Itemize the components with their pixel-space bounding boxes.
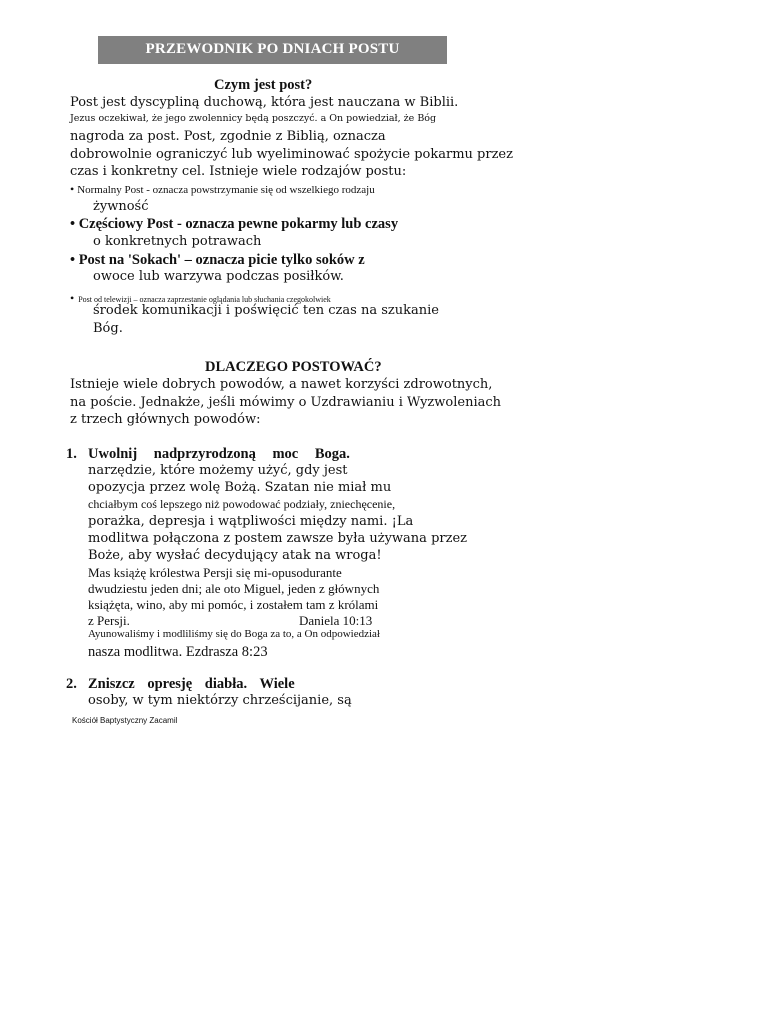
list-item: • Częściowy Post - oznacza pewne pokarmy lub czasy	[70, 216, 399, 232]
item-line: opozycja przez wolę Bożą. Szatan nie miał mu	[88, 480, 392, 495]
paragraph-line: czas i konkretny cel. Istnieje wiele rodzajów postu:	[70, 164, 407, 179]
section-heading-why-fast: DLACZEGO POSTOWAĆ?	[205, 359, 382, 375]
list-item-continuation: o konkretnych potrawach	[93, 234, 262, 249]
list-item-continuation: środek komunikacji i poświęcić ten czas na szukanie	[93, 303, 439, 318]
document-title-banner: PRZEWODNIK PO DNIACH POSTU	[98, 36, 447, 64]
list-item: • Post na 'Sokach' – oznacza picie tylko soków z	[70, 252, 365, 268]
paragraph-line: Post jest dyscypliną duchową, która jest nauczana w Biblii.	[70, 95, 459, 110]
item-number: 2.	[66, 676, 77, 692]
scripture-reference: Daniela 10:13	[299, 613, 373, 628]
item-line: Mas książę królestwa Persji się mi-opusodurante	[88, 565, 342, 580]
item-line: książęta, wino, aby mi pomóc, i zostałem tam z królami	[88, 597, 379, 612]
bullet-icon: •	[70, 252, 76, 268]
item-line: Ayunowaliśmy i modliliśmy się do Boga za to, a On odpowiedział	[88, 628, 380, 640]
list-item-continuation: Bóg.	[93, 321, 123, 336]
paragraph-line: Istnieje wiele dobrych powodów, a nawet korzyści zdrowotnych,	[70, 377, 493, 392]
item-line: nasza modlitwa. Ezdrasza 8:23	[88, 644, 268, 660]
list-item: • Normalny Post - oznacza powstrzymanie się od wszelkiego rodzaju	[70, 182, 375, 196]
item-line: chciałbym coś lepszego niż powodować podziały, zniechęcenie,	[88, 497, 396, 511]
footer-church-name: Kościół Baptystyczny Zacamil	[72, 716, 178, 725]
item-line: dwudziestu jeden dni; ale oto Miguel, jeden z głównych	[88, 581, 380, 596]
paragraph-line: Jezus oczekiwał, że jego zwolennicy będą poszczyć. a On powiedział, że Bóg	[70, 113, 437, 124]
paragraph-line: nagroda za post. Post, zgodnie z Biblią, oznacza	[70, 129, 386, 144]
list-item-continuation: żywność	[93, 199, 149, 214]
list-item: • Post od telewizji – oznacza zaprzestanie oglądania lub słuchania czegokolwiek	[70, 291, 331, 305]
item-line: osoby, w tym niektórzy chrześcijanie, są	[88, 693, 352, 708]
item-line: narzędzie, które możemy użyć, gdy jest	[88, 463, 348, 478]
item-number: 1.	[66, 446, 77, 462]
item-line: modlitwa połączona z postem zawsze była używana przez	[88, 531, 467, 546]
item-title: Uwolnij nadprzyrodzoną moc Boga.	[88, 446, 350, 462]
list-item-continuation: owoce lub warzywa podczas posiłków.	[93, 269, 344, 284]
item-line: porażka, depresja i wątpliwości między nami. ¡La	[88, 514, 414, 529]
item-line: z Persji.	[88, 613, 130, 628]
section-heading-what-is-fasting: Czym jest post?	[214, 77, 313, 93]
bullet-icon: •	[70, 216, 76, 232]
paragraph-line: dobrowolnie ograniczyć lub wyeliminować spożycie pokarmu przez	[70, 147, 513, 162]
bullet-icon: •	[70, 182, 75, 196]
paragraph-line: na poście. Jednakże, jeśli mówimy o Uzdrawianiu i Wyzwoleniach	[70, 395, 502, 410]
item-line: Boże, aby wysłać decydujący atak na wroga!	[88, 548, 382, 563]
item-title: Zniszcz opresję diabła. Wiele	[88, 676, 295, 692]
bullet-icon: •	[70, 291, 75, 305]
paragraph-line: z trzech głównych powodów:	[70, 412, 261, 427]
